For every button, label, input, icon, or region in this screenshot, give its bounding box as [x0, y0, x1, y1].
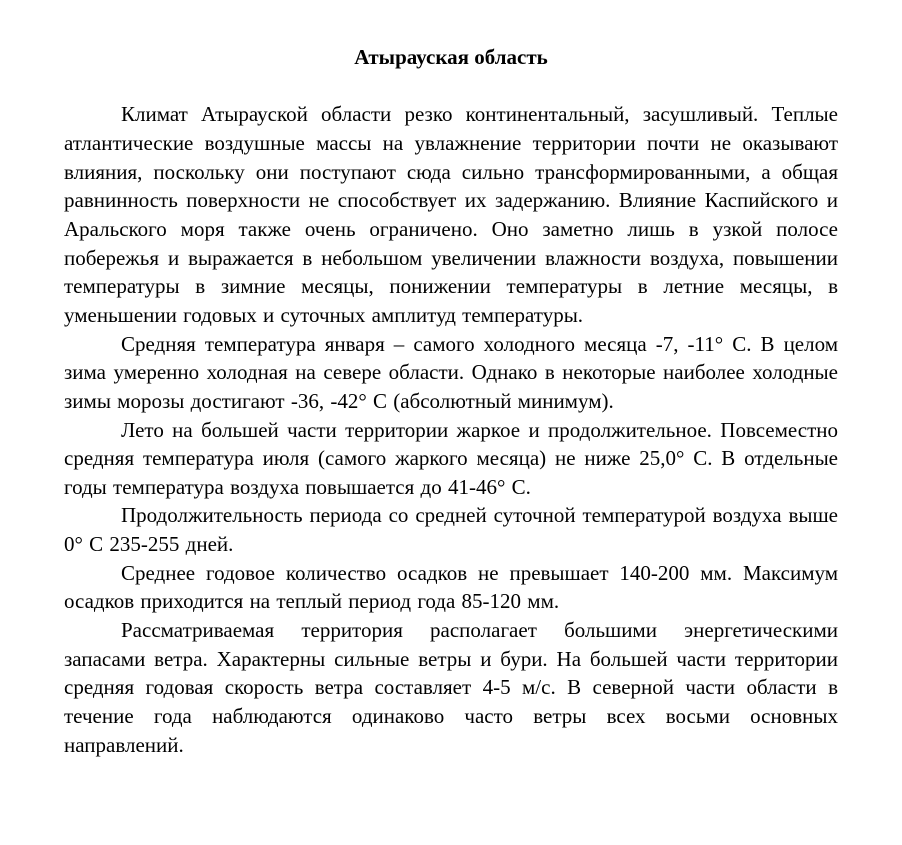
document-body: [64, 100, 838, 759]
document-title: Атырауская область: [354, 45, 548, 69]
paragraph-january-temperature: Средняя температура января – самого холодного месяца -7, -11° С. В целом зима умеренно холодная на севере области. Однако в некоторые наиболее холодные зимы морозы достигают -36, -42° С (абсолютный минимум).: [64, 331, 838, 413]
paragraph-summer-temperature: Лето на большей части территории жаркое и продолжительное. Повсеместно средняя температура июля (самого жаркого месяца) не ниже 25,0° С. В отдельные годы температура воздуха повышается до 41-46° С.: [64, 417, 838, 499]
paragraph-warm-period-duration: Продолжительность периода со средней суточной температурой воздуха выше 0° С 235-255 дней.: [64, 503, 838, 557]
paragraph-climate-overview: Климат Атырауской области резко континентальный, засушливый. Теплые атлантические воздушные массы на увлажнение территории почти не оказывают влияния, поскольку они поступают сюда сильно трансформированными, а общая равнинность поверхности не способствует их задержанию. Влияние Каспийского и Аральского моря также очень ограничено. Оно заметно лишь в узкой полосе побережья и выражается в небольшом увеличении влажности воздуха, повышении температуры в зимние месяцы, понижении температуры в летние месяцы, в уменьшении годовых и суточных амплитуд температуры.: [64, 102, 838, 327]
paragraph-wind-resources: Рассматриваемая территория располагает большими энергетическими запасами ветра. Характерны сильные ветры и бури. На большей части территории средняя годовая скорость ветра составляет 4-5 м/с. В северной части области в течение года наблюдаются одинаково часто ветры всех восьми основных направлений.: [64, 618, 838, 757]
paragraph-precipitation: Среднее годовое количество осадков не превышает 140-200 мм. Максимум осадков приходится на теплый период года 85-120 мм.: [64, 560, 838, 614]
